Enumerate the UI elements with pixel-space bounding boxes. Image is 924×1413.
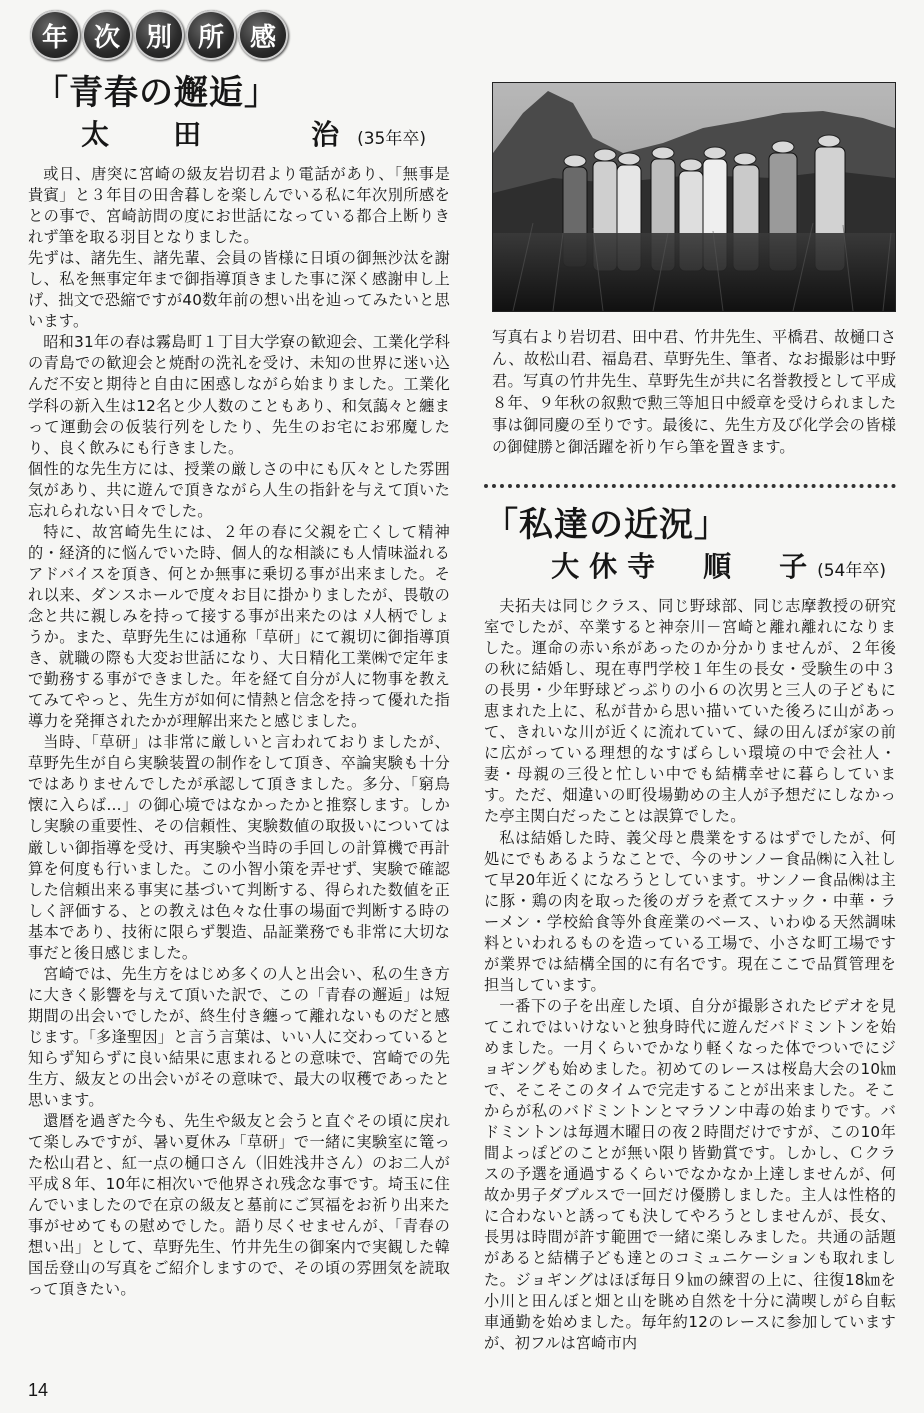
article-2-byline [484, 550, 886, 588]
paragraph: 宮崎では、先生方をはじめ多くの人と出会い、私の生き方に大きく影響を与えて頂いた訳で、この「青春の邂逅」は短期間の出会いでしたが、終生付き纏って離れないものだと感じます。「多逢聖因」と言う言葉は、いい人に交わっていると知らず知らずに良い結果に恵まれるとの意味で、宮崎での先生方、級友との出会いがその意味で、最大の収穫であったと思います。 [28, 964, 450, 1110]
section-header-badges [30, 10, 288, 60]
group-photo-image [493, 83, 895, 311]
paragraph: 或日、唐突に宮崎の級友岩切君より電話があり、「無事是貴賓」と３年目の田舎暮しを楽しんでいる私に年次別所感をとの事で、宮崎訪問の度にお世話になっている都合上断りきれず筆を取る羽目となりました。 [28, 165, 450, 247]
article-2-year: (54年卒) [817, 561, 886, 581]
article-2-title: 「私達の近況」 [484, 505, 729, 545]
paragraph: 夫拓夫は同じクラス、同じ野球部、同じ志摩教授の研究室でしたが、卒業すると神奈川－宮崎と離れ離れになりました。運命の赤い糸があったのか分かりませんが、２年後の秋に結婚し、現在専門学校１年生の長女・受験生の中３の長男・少年野球どっぷりの小６の次男と三人の子どもに恵まれた上に、私が昔から思い描いていた後ろに山があって、きれいな川が近くに流れていて、緑の田んぼが家の前に広がっている理想的なすばらしい環境の中で会社人・妻・母親の三役と忙しい中でも結構幸せに暮らしています。ただ、畑違いの町役場勤めの主人が予想だにしなかった亭主関白だったことは誤算でした。 [484, 597, 896, 826]
group-photo [492, 82, 896, 312]
paragraph: 昭和31年の春は霧島町１丁目大学寮の歓迎会、工業化学科の青島での歓迎会と焼酎の洗礼を受け、未知の世界に迷い込んだ不安と期待と自由に困惑しながら始まりました。工業化学科の新入生は12名と少人数のこともあり、和気藹々と纏まって運動会の仮装行列をしたり、先生のお宅にお邪魔したり、良く飲みにも行きました。 [28, 333, 450, 457]
paragraph: 特に、故宮崎先生には、２年の春に父親を亡くして精神的・経済的に悩んでいた時、個人的な相談にも人情味溢れるアドバイスを頂き、何とか無事に乗切る事が出来ました。それ以来、ダンスホールで度々お目に掛かりましたが、畏敬の念と共に親しみを持って接する事が出来たのは ﾒ人柄でしょうか。また、草野先生には通称「草研」にて親切に御指導頂き、就職の際も大変お世話になり、大日精化工業㈱で定年まで勤務する事ができました。年を経て自分が人に物事を教えてみてやっと、先生方が如何に情熱と信念を持って優れた指導力を発揮されたかが理解出来たと感じました。 [28, 522, 450, 731]
article-2-body [484, 596, 896, 1354]
paragraph: 先ずは、諸先生、諸先輩、会員の皆様に日頃の御無沙汰を謝し、私を無事定年まで御指導頂きました事に深く感謝申し上げ、拙文で恐縮ですが40数年前の想い出を辿ってみたいと思います。 [28, 249, 450, 331]
photo-caption [492, 326, 896, 458]
article-1-body [28, 164, 450, 1301]
right-column [484, 82, 896, 1354]
article-1-title: 「青春の邂逅」 [34, 73, 279, 113]
article-2-author: 大休寺 順 子 [551, 550, 818, 583]
paragraph: 当時、「草研」は非常に厳しいと言われておりましたが、草野先生が自ら実験装置の制作をして頂き、卒論実験も十分ではありませんでしたが承認して頂きました。多分、「窮鳥懐に入らば…」の御心境ではなかったかと推察します。しかし実験の重要性、その信頼性、実験数値の取扱いについては厳しい御指導を受け、再実験や当時の手回しの計算機で再計算を何度も行いました。この小智小策を弄せず、実験で確認した信頼出来る事実に基づいて判断する、得られた数値を正しく評価する、との教えは色々な仕事の場面で判断する時の基本であり、技術に限らず製造、品証業務でも非常に大切な事だと後日感じました。 [28, 733, 450, 962]
article-1-year: (35年卒) [357, 129, 426, 149]
article-1 [28, 72, 450, 1301]
caption-text: 写真右より岩切君、田中君、竹井先生、平橋君、故樋口さん、故松山君、福島君、草野先生、筆者、なお撮影は中野君。写真の竹井先生、草野先生が共に名誉教授として平成８年、９年秋の叙勲で勲三等旭日中綬章を受けられました事は御同慶の至りです。最後に、先生方及び化学会の皆様の御健勝と御活躍を祈り乍ら筆を置きます。 [492, 328, 896, 456]
paragraph: 還暦を過ぎた今も、先生や級友と会うと直ぐその頃に戻れて楽しみですが、暑い夏休み「草研」で一緒に実験室に篭った松山君と、紅一点の樋口さん（旧姓浅井さん）のお二人が平成８年、10年に相次いで他界され残念な事です。埼玉に住んでいましたので在京の級友と墓前にご冥福をお祈り出来た事がせめてもの慰めでした。語り尽くせませんが、「青春の想い出」として、草野先生、竹井先生の御案内で実観した韓国岳登山の写真をご紹介しますので、その頃の雰囲気を読取って頂きたい。 [28, 1112, 450, 1299]
paragraph: 一番下の子を出産した頃、自分が撮影されたビデオを見てこれではいけないと独身時代に遊んだバドミントンを始めました。一月くらいでかなり軽くなった体でついでにジョギングも始めました。初めてのレースは桜島大会の10㎞で、そこそこのタイムで完走することが出来ました。そこからが私のバドミントンとマラソン中毒の始まりです。バドミントンは毎週木曜日の夜２時間だけですが、この10年間よっぽどのことが無い限り皆勤賞です。しかし、Ｃクラスの予選を通過するくらいでなかなか上達しませんが、何故か男子ダブルスで一回だけ優勝しました。主人は性格的に合わないと誘っても決してやろうとしませんが、長女、長男は時間が許す範囲で一緒に楽しみました。共通の話題があると結構子ども達とのコミュニケーションも取れました。ジョギングはほぼ毎日９㎞の練習の上に、往復18㎞を小川と田んぼと畑と山を眺め自然を十分に満喫しがら自転車通勤を始めました。毎年約12のレースに参加していますが、初フルは宮崎市内 [484, 996, 896, 1352]
article-1-byline [28, 118, 426, 156]
header-badge: 別 [134, 10, 184, 60]
dotted-divider [484, 484, 896, 488]
header-badge: 年 [30, 10, 80, 60]
page-number: 14 [28, 1380, 49, 1400]
header-badge: 次 [82, 10, 132, 60]
header-badge: 所 [186, 10, 236, 60]
article-1-author: 太 田 治 [81, 118, 358, 151]
paragraph: 私は結婚した時、義父母と農業をするはずでしたが、何処にでもあるようなことで、今のサンノー食品㈱に入社して早20年近くになろうとしています。サンノー食品㈱は主に豚・鶏の肉を取った後のガラを煮てスナック・中華・ラーメン・学校給食等外食産業のベース、いわゆる天然調味料といわれるものを造っている工場で、小さな町工場ですが業界では結構全国的に有名です。現在ここで品質管理を担当しています。 [484, 828, 896, 994]
header-badge: 感 [238, 10, 288, 60]
paragraph: 個性的な先生方には、授業の厳しさの中にも仄々とした雰囲気があり、共に遊んで頂きながら人生の指針を与えて頂いた忘れられない日々でした。 [28, 459, 450, 520]
